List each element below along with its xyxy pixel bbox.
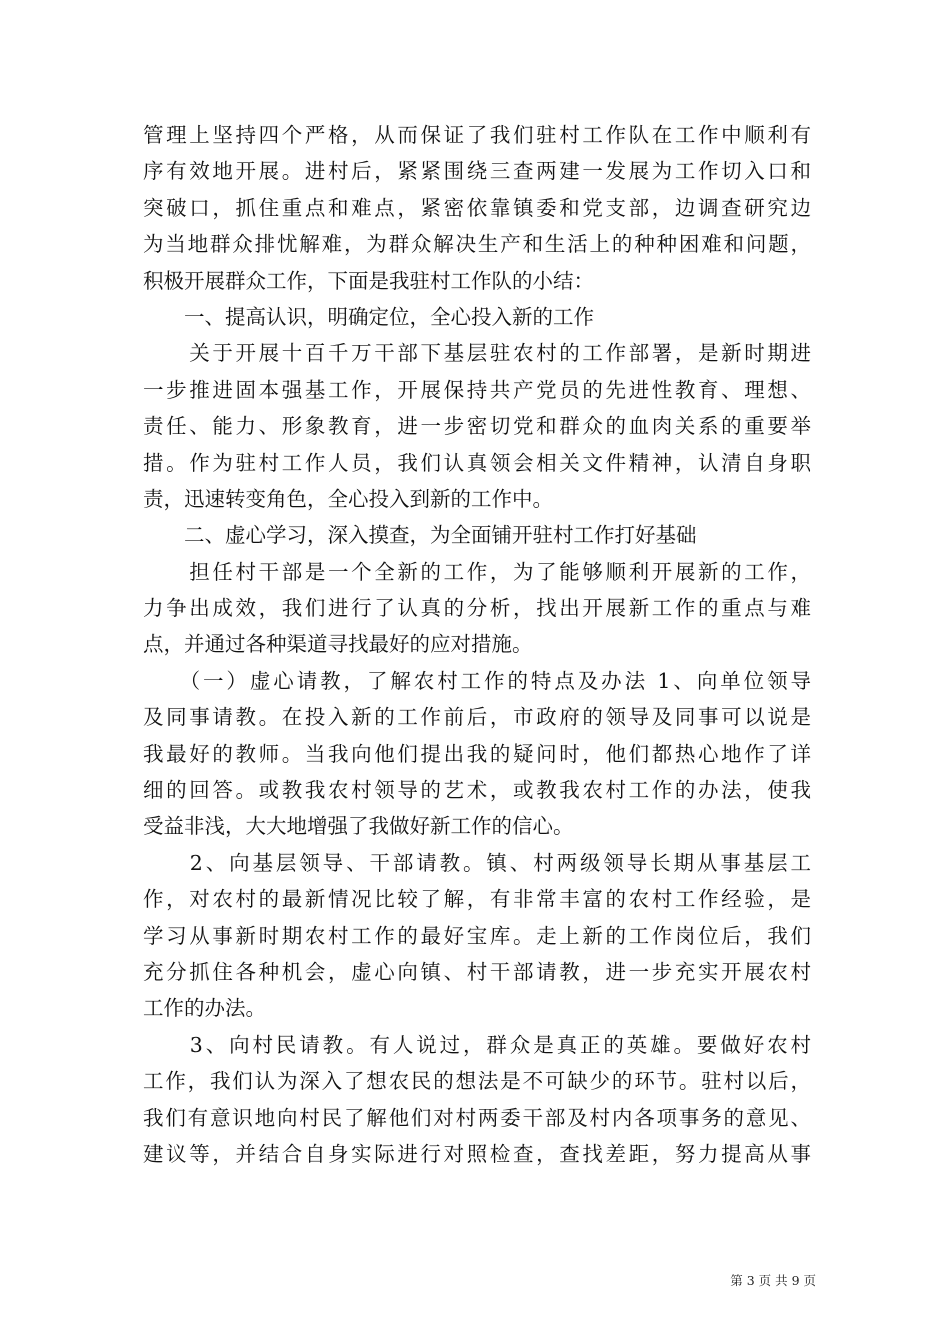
- text-line: 工作，我们认为深入了想农民的想法是不可缺少的环节。驻村以后，: [143, 1069, 811, 1094]
- text-line: 关于开展十百千万干部下基层驻农村的工作部署，是新时期进: [143, 341, 811, 366]
- text-line: 力争出成效，我们进行了认真的分析，找出开展新工作的重点与难: [143, 596, 811, 621]
- text-line: 我最好的教师。当我向他们提出我的疑问时，他们都热心地作了详: [143, 741, 811, 766]
- text-line: 一步推进固本强基工作，开展保持共产党员的先进性教育、理想、: [143, 377, 811, 402]
- text-line: 突破口，抓住重点和难点，紧密依靠镇委和党支部，边调查研究边: [143, 195, 811, 220]
- page-number: 第 3 页 共 9 页: [730, 1273, 816, 1288]
- text-line: 2、向基层领导、干部请教。镇、村两级领导长期从事基层工: [143, 850, 811, 875]
- text-line: 我们有意识地向村民了解他们对村两委干部及村内各项事务的意见、: [143, 1105, 811, 1130]
- text-line: 担任村干部是一个全新的工作，为了能够顺利开展新的工作，: [143, 559, 811, 584]
- section-heading: 一、提高认识，明确定位，全心投入新的工作: [143, 304, 594, 329]
- text-line: 建议等，并结合自身实际进行对照检查，查找差距，努力提高从事: [143, 1141, 811, 1166]
- text-line: 为当地群众排忧解难，为群众解决生产和生活上的种种困难和问题，: [143, 232, 811, 257]
- text-line: 及同事请教。在投入新的工作前后，市政府的领导及同事可以说是: [143, 705, 811, 730]
- text-line: 工作的办法。: [143, 996, 266, 1021]
- text-line: 序有效地开展。进村后，紧紧围绕三查两建一发展为工作切入口和: [143, 159, 811, 184]
- text-line: 点，并通过各种渠道寻找最好的应对措施。: [143, 632, 533, 657]
- section-heading: 二、虚心学习，深入摸查，为全面铺开驻村工作打好基础: [143, 523, 697, 548]
- text-line: 责任、能力、形象教育，进一步密切党和群众的血肉关系的重要举: [143, 414, 811, 439]
- text-line: 学习从事新时期农村工作的最好宝库。走上新的工作岗位后，我们: [143, 923, 811, 948]
- text-line: 3、向村民请教。有人说过，群众是真正的英雄。要做好农村: [143, 1032, 811, 1057]
- text-line: 积极开展群众工作，下面是我驻村工作队的小结：: [143, 268, 594, 293]
- document-body: [143, 117, 811, 1172]
- text-line: （一）虚心请教，了解农村工作的特点及办法 1、向单位领导: [143, 668, 811, 693]
- text-line: 管理上坚持四个严格，从而保证了我们驻村工作队在工作中顺利有: [143, 123, 811, 147]
- text-line: 措。作为驻村工作人员，我们认真领会相关文件精神，认清自身职: [143, 450, 811, 475]
- text-line: 充分抓住各种机会，虚心向镇、村干部请教，进一步充实开展农村: [143, 959, 811, 984]
- text-line: 作，对农村的最新情况比较了解，有非常丰富的农村工作经验，是: [143, 887, 811, 912]
- text-line: 受益非浅，大大地增强了我做好新工作的信心。: [143, 814, 574, 839]
- text-line: 细的回答。或教我农村领导的艺术，或教我农村工作的办法，使我: [143, 778, 811, 803]
- text-line: 责，迅速转变角色，全心投入到新的工作中。: [143, 486, 553, 511]
